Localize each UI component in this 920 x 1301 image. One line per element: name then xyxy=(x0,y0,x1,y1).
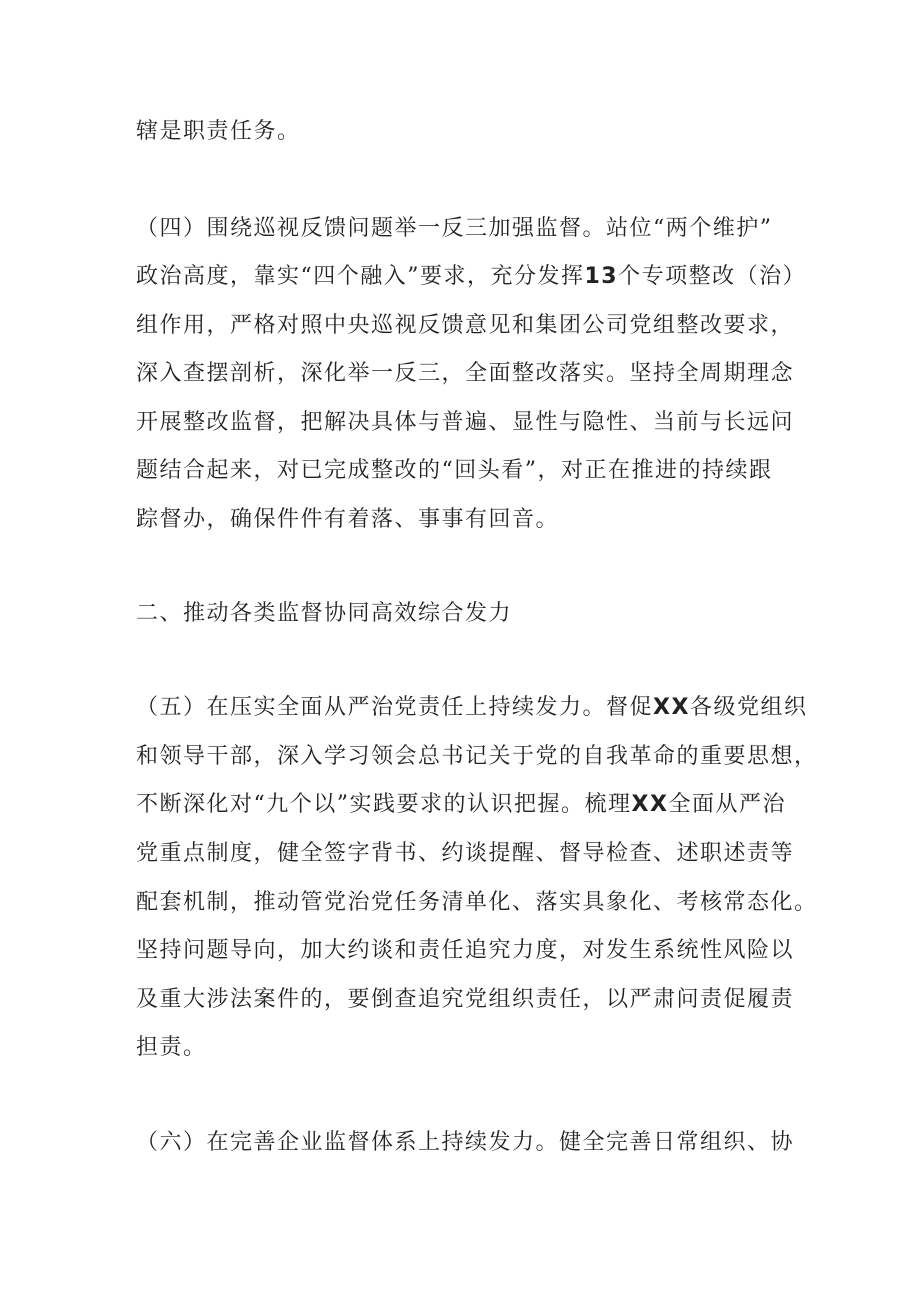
text-line: （六）在完善企业监督体系上持续发力。健全完善日常组织、协 xyxy=(136,1130,795,1155)
text-run: （五）在压实全面从严治党责任上持续发力。督促 xyxy=(136,695,654,720)
text-line: 党重点制度，健全签字背书、约谈提醒、督导检查、述职述责等 xyxy=(136,841,795,866)
text-line: 踪督办，确保件件有着落、事事有回音。 xyxy=(136,507,560,532)
bold-placeholder: XX xyxy=(631,792,669,817)
text-line: 深入查摆剖析，深化举一反三，全面整改落实。坚持全周期理念 xyxy=(136,361,795,386)
text-line: 辖是职责任务。 xyxy=(136,119,301,144)
text-run: 政治高度，靠实“四个融入”要求，充分发挥 xyxy=(136,264,585,289)
bold-number: 13 xyxy=(584,264,619,289)
text-line xyxy=(136,693,807,723)
text-line xyxy=(136,262,806,292)
text-line: 组作用，严格对照中央巡视反馈意见和集团公司党组整改要求， xyxy=(136,313,795,338)
text-run: 不断深化对“九个以”实践要求的认识把握。梳理 xyxy=(136,792,632,817)
text-line: 题结合起来，对已完成整改的“回头看”，对正在推进的持续跟 xyxy=(136,458,773,483)
text-line xyxy=(136,790,786,820)
text-line: 开展整改监督，把解决具体与普遍、显性与隐性、当前与长远问 xyxy=(136,410,795,435)
text-run: 个专项整改（治） xyxy=(618,264,807,289)
bold-placeholder: XX xyxy=(653,695,690,720)
text-line: （四）围绕巡视反馈问题举一反三加强监督。站位“两个维护” xyxy=(136,216,773,241)
text-run: 全面从严治 xyxy=(668,792,786,817)
text-line: 担责。 xyxy=(136,1035,207,1060)
text-line: 配套机制，推动管党治党任务清单化、落实具象化、考核常态化。 xyxy=(136,890,818,915)
text-line: 和领导干部，深入学习领会总书记关于党的自我革命的重要思想， xyxy=(136,744,818,769)
text-run: 各级党组织 xyxy=(689,695,808,720)
text-line: 及重大涉法案件的，要倒查追究党组织责任，以严肃问责促履责 xyxy=(136,987,795,1012)
section-heading: 二、推动各类监督协同高效综合发力 xyxy=(136,601,513,626)
text-line: 坚持问题导向，加大约谈和责任追究力度，对发生系统性风险以 xyxy=(136,938,795,963)
